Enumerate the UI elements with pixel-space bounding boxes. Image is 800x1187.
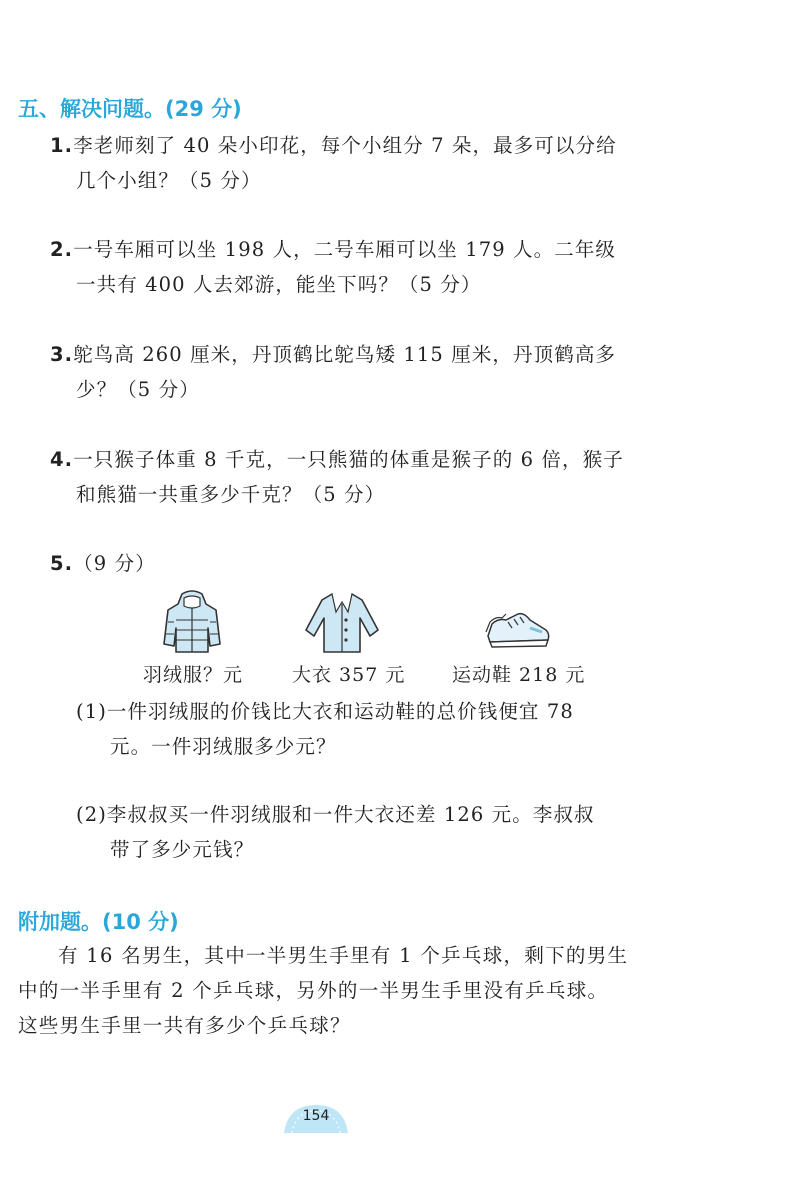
question-text: 鸵鸟高 260 厘米，丹顶鹤比鸵鸟矮 115 厘米，丹顶鹤高多 (73, 343, 617, 366)
page-number: 154 (302, 1108, 330, 1124)
question-number: 5. (50, 552, 74, 575)
question-number: 4. (50, 448, 74, 471)
item-label-coat: 大衣 357 元 (292, 664, 406, 686)
sneakers-icon (484, 606, 552, 650)
sub-question-2 (76, 797, 595, 867)
question-text: 元。一件羽绒服多少元？ (110, 735, 337, 758)
coat-icon (302, 590, 382, 656)
question-text: 一共有 400 人去郊游，能坐下吗？（5 分） (76, 273, 482, 296)
item-label-down-jacket: 羽绒服？元 (143, 664, 244, 686)
question-1 (50, 128, 617, 198)
section-five-title: 五、解决问题。(29 分) (18, 97, 242, 121)
item-label-sneakers: 运动鞋 218 元 (452, 664, 586, 686)
down-jacket-icon (158, 588, 226, 656)
bonus-text-line: 这些男生手里一共有多少个乒乓球？ (18, 1014, 351, 1037)
question-text: 几个小组？（5 分） (76, 169, 262, 192)
question-3 (50, 337, 616, 407)
question-number: 2. (50, 238, 74, 261)
sub-question-1 (76, 694, 574, 764)
question-points: （9 分） (73, 552, 156, 575)
bonus-question (18, 938, 628, 1043)
question-text: 带了多少元钱？ (110, 838, 255, 861)
question-text: 一只猴子体重 8 千克，一只熊猫的体重是猴子的 6 倍，猴子 (73, 448, 624, 471)
bonus-text-line: 中的一半手里有 2 个乒乓球，另外的一半男生手里没有乒乓球。 (18, 979, 609, 1002)
question-text: 李老师刻了 40 朵小印花，每个小组分 7 朵，最多可以分给 (73, 134, 617, 157)
question-text: 一号车厢可以坐 198 人，二号车厢可以坐 179 人。二年级 (73, 238, 617, 261)
question-number: 1. (50, 134, 74, 157)
question-text: (2)李叔叔买一件羽绒服和一件大衣还差 126 元。李叔叔 (76, 803, 595, 826)
bonus-section-title: 附加题。(10 分) (18, 910, 179, 934)
question-text: 少？（5 分） (76, 378, 200, 401)
bonus-text-line: 有 16 名男生，其中一半男生手里有 1 个乒乓球，剩下的男生 (58, 944, 629, 967)
question-5 (50, 546, 156, 581)
question-number: 3. (50, 343, 74, 366)
question-text: 和熊猫一共重多少千克？（5 分） (76, 483, 386, 506)
question-2 (50, 232, 616, 302)
question-4 (50, 442, 624, 512)
question-text: (1)一件羽绒服的价钱比大衣和运动鞋的总价钱便宜 78 (76, 700, 574, 723)
